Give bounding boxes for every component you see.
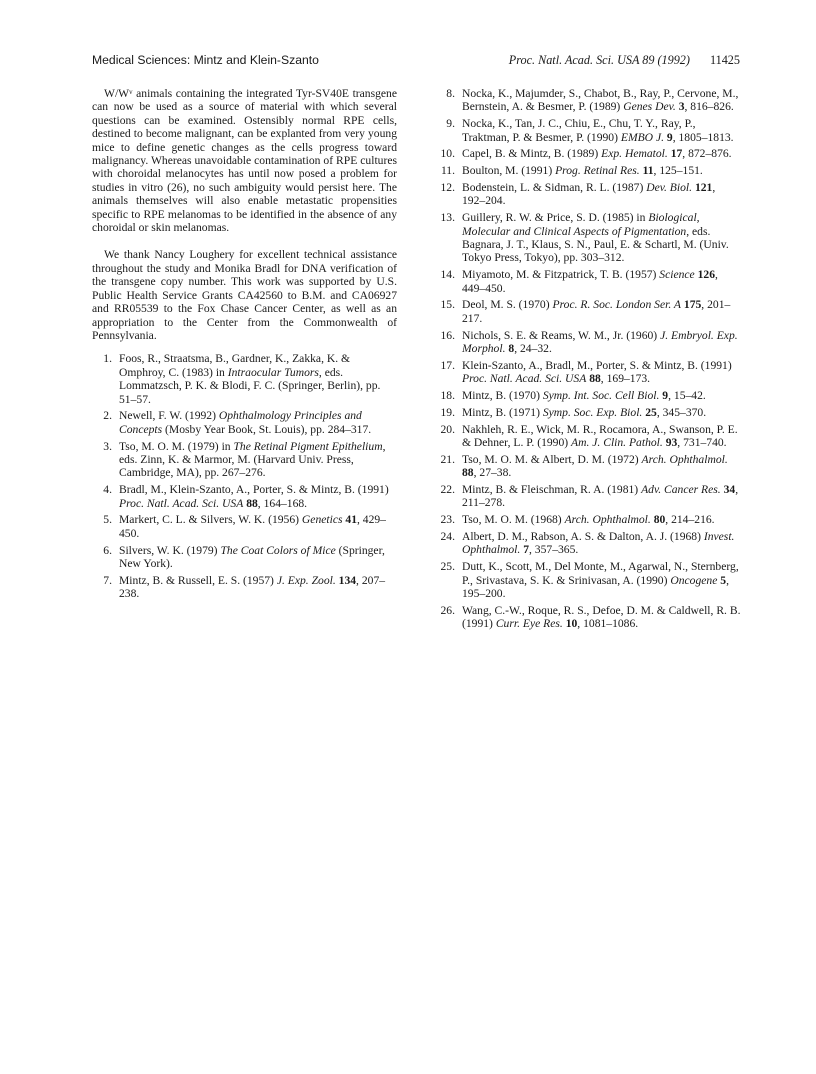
reference-item — [435, 147, 741, 160]
reference-pages: , 125–151. — [653, 164, 703, 178]
reference-number: 16. — [440, 328, 455, 342]
reference-journal: The Retinal Pigment Epithelium — [233, 439, 383, 453]
reference-item — [435, 604, 741, 631]
reference-journal: Genetics — [301, 513, 343, 527]
reference-authors: Klein-Szanto, A., Bradl, M., Porter, S. & Mintz, B. (1991) — [462, 358, 732, 372]
reference-pages: , 15–42. — [668, 389, 706, 403]
reference-volume: 88 — [246, 496, 258, 510]
reference-authors: Albert, D. M., Rabson, A. S. & Dalton, A. J. (1968) — [462, 530, 704, 544]
reference-journal: Arch. Ophthalmol. — [564, 513, 651, 527]
reference-authors: Mintz, B. & Fleischman, R. A. (1981) — [462, 483, 642, 497]
reference-authors: Bradl, M., Klein-Szanto, A., Porter, S. & Mintz, B. (1991) — [119, 483, 389, 497]
reference-volume: 88 — [462, 466, 474, 480]
reference-journal: The Coat Colors of Mice — [220, 543, 336, 557]
reference-number: 9. — [446, 117, 455, 131]
reference-authors: Tso, M. O. M. (1979) in — [119, 439, 234, 453]
reference-authors: Mintz, B. (1970) — [462, 389, 543, 403]
reference-pages: , 345–370. — [656, 405, 707, 419]
reference-journal: Proc. Natl. Acad. Sci. USA — [462, 372, 587, 386]
reference-journal: Dev. Biol. — [646, 181, 693, 194]
reference-journal: Exp. Hematol. — [601, 147, 668, 161]
reference-authors: Guillery, R. W. & Price, S. D. (1985) in — [462, 211, 649, 225]
reference-item — [435, 560, 741, 600]
reference-journal: Adv. Cancer Res. — [641, 483, 721, 497]
reference-number: 24. — [440, 530, 455, 544]
reference-item — [435, 359, 741, 386]
reference-volume: 93 — [665, 436, 678, 450]
running-header — [92, 52, 740, 68]
reference-item — [435, 268, 741, 295]
reference-journal: Prog. Retinal Res. — [555, 164, 640, 178]
reference-item — [435, 329, 741, 356]
reference-authors: Mintz, B. (1971) — [462, 405, 543, 419]
reference-number: 3. — [103, 439, 112, 453]
reference-number: 12. — [440, 181, 455, 194]
reference-journal: Proc. R. Soc. London Ser. A — [552, 298, 681, 312]
reference-pages: (Mosby Year Book, St. Louis), pp. 284–317. — [162, 422, 372, 436]
reference-volume: 5 — [720, 573, 727, 587]
reference-number: 13. — [440, 211, 455, 225]
reference-number: 4. — [103, 483, 112, 497]
reference-item — [435, 164, 741, 177]
reference-pages: , 169–173. — [600, 372, 651, 386]
reference-volume: 175 — [683, 298, 702, 312]
reference-number: 21. — [440, 452, 455, 466]
reference-authors: Deol, M. S. (1970) — [462, 298, 553, 312]
reference-item — [92, 544, 397, 571]
reference-pages: (Springer, New York). — [119, 543, 385, 570]
reference-authors: Nocka, K., Tan, J. C., Chiu, E., Chu, T. Y., Ray, P., Traktman, P. & Besmer, P. (1990) — [462, 117, 696, 144]
reference-pages: , 731–740. — [677, 436, 727, 450]
reference-journal: Genes Dev. — [623, 100, 676, 114]
reference-pages: , 872–876. — [682, 147, 732, 161]
reference-authors: Dutt, K., Scott, M., Del Monte, M., Agarwal, N., Sternberg, P., Srivastava, S. K. & Srinivasan, A. (1990) — [462, 560, 739, 587]
reference-item — [435, 483, 741, 510]
acknowledgment-paragraph: We thank Nancy Loughery for excellent technical assistance throughout the study and Monika Bradl for DNA verification of the transgene copy number. This work was supported by U.S. Public Health Service Grants CA42560 to B.M. and CA06927 and RR05539 to the Fox Chase Cancer Center, as well as an appropriation to the Center from the Commonwealth of Pennsylvania. — [92, 248, 397, 342]
reference-volume: 25 — [645, 405, 657, 419]
reference-number: 18. — [440, 389, 455, 403]
header-section-authors: Medical Sciences: Mintz and Klein-Szanto — [92, 53, 319, 67]
reference-volume: 126 — [697, 268, 715, 282]
reference-item — [92, 574, 397, 601]
reference-authors: Bodenstein, L. & Sidman, R. L. (1987) — [462, 181, 647, 194]
reference-pages: , 816–826. — [684, 100, 734, 114]
reference-authors: Capel, B. & Mintz, B. (1989) — [462, 147, 602, 161]
reference-number: 25. — [440, 560, 455, 574]
reference-authors: Silvers, W. K. (1979) — [119, 543, 221, 557]
reference-pages: , eds. Lommatzsch, P. K. & Blodi, F. C. (Springer, Berlin), pp. 51–57. — [119, 365, 381, 406]
header-journal-info — [509, 52, 740, 68]
reference-journal: Arch. Ophthalmol. — [641, 452, 728, 466]
reference-volume: 10 — [565, 617, 578, 631]
reference-volume: 3 — [678, 100, 685, 114]
reference-volume: 34 — [723, 483, 736, 497]
header-journal: Proc. Natl. Acad. Sci. USA 89 (1992) — [508, 53, 690, 67]
reference-item — [435, 87, 741, 114]
reference-number: 20. — [440, 422, 455, 436]
reference-volume: 121 — [694, 181, 713, 194]
reference-journal: Science — [659, 268, 695, 282]
reference-number: 6. — [103, 543, 112, 557]
right-column — [435, 87, 741, 634]
page-number: 11425 — [709, 53, 740, 67]
reference-pages: , 24–32. — [514, 342, 552, 356]
reference-volume: 9 — [662, 389, 669, 403]
reference-authors: Newell, F. W. (1992) — [119, 409, 219, 423]
reference-item — [435, 530, 741, 557]
reference-authors: Wang, C.-W., Roque, R. S., Defoe, D. M. & Caldwell, R. B. (1991) — [462, 603, 741, 631]
reference-journal: Invest. Ophthalmol. — [462, 530, 735, 557]
reference-item — [92, 409, 397, 436]
reference-journal: Symp. Int. Soc. Cell Biol. — [542, 389, 660, 403]
reference-journal: Ophthalmology Principles and Concepts — [119, 409, 362, 436]
reference-authors: Boulton, M. (1991) — [462, 164, 556, 178]
reference-number: 23. — [440, 513, 455, 527]
reference-volume: 8 — [508, 342, 515, 356]
reference-number: 5. — [103, 513, 112, 527]
reference-pages: , eds. Zinn, K. & Marmor, M. (Harvard Univ. Press, Cambridge, MA), pp. 267–276. — [119, 439, 386, 480]
reference-journal: J. Embryol. Exp. Morphol. — [462, 328, 738, 356]
reference-item — [92, 352, 397, 406]
reference-item — [92, 440, 397, 480]
reference-authors: Nakhleh, R. E., Wick, M. R., Rocamora, A., Swanson, P. E. & Dehner, L. P. (1990) — [462, 422, 738, 450]
reference-item — [435, 389, 741, 402]
reference-item — [435, 513, 741, 526]
reference-pages: , 1805–1813. — [672, 130, 734, 144]
reference-authors: Foos, R., Straatsma, B., Gardner, K., Zakka, K. & Omphroy, C. (1983) in — [119, 352, 351, 379]
reference-item — [435, 211, 741, 265]
reference-authors: Miyamoto, M. & Fitzpatrick, T. B. (1957) — [462, 268, 660, 282]
reference-list-right — [435, 87, 741, 631]
reference-pages: , 357–365. — [529, 543, 579, 557]
reference-journal: Symp. Soc. Exp. Biol. — [542, 405, 643, 419]
reference-pages: , 164–168. — [257, 496, 308, 510]
reference-volume: 80 — [653, 513, 666, 527]
reference-pages: , 27–38. — [473, 466, 512, 480]
reference-authors: Markert, C. L. & Silvers, W. K. (1956) — [119, 513, 302, 527]
reference-authors: Nocka, K., Majumder, S., Chabot, B., Ray, P., Cervone, M., Bernstein, A. & Besmer, P. (1989) — [462, 87, 739, 114]
reference-volume: 88 — [589, 372, 601, 386]
reference-number: 14. — [440, 268, 455, 282]
reference-item — [435, 298, 741, 325]
reference-journal: Oncogene — [670, 573, 718, 587]
reference-number: 26. — [440, 603, 455, 617]
reference-number: 11. — [440, 164, 455, 178]
reference-authors: Mintz, B. & Russell, E. S. (1957) — [119, 573, 277, 587]
reference-number: 2. — [103, 409, 112, 423]
reference-volume: 7 — [523, 543, 529, 557]
reference-item — [435, 406, 741, 419]
reference-pages: , 429–450. — [119, 513, 386, 540]
reference-volume: 9 — [666, 130, 673, 144]
reference-journal: Intraocular Tumors — [227, 365, 319, 379]
reference-number: 17. — [440, 358, 455, 372]
reference-journal: Proc. Natl. Acad. Sci. USA — [119, 496, 244, 510]
reference-item — [92, 483, 397, 510]
reference-pages: , 211–278. — [462, 483, 739, 510]
reference-number: 19. — [440, 405, 455, 419]
reference-journal: Biological, Molecular and Clinical Aspects of Pigmentation — [462, 211, 700, 238]
reference-pages: , eds. Bagnara, J. T., Klaus, S. N., Paul, E. & Schartl, M. (Univ. Tokyo Press, Tokyo), pp. 303–312. — [462, 224, 729, 265]
left-column — [92, 87, 397, 604]
reference-number: 8. — [446, 87, 455, 100]
reference-pages: , 207–238. — [119, 573, 386, 601]
reference-number: 7. — [103, 573, 112, 587]
reference-item — [435, 453, 741, 480]
reference-volume: 11 — [642, 164, 654, 178]
reference-number: 10. — [440, 147, 455, 161]
reference-authors: Tso, M. O. M. & Albert, D. M. (1972) — [462, 452, 642, 466]
reference-list-left — [92, 352, 397, 600]
reference-volume: 41 — [345, 513, 357, 527]
reference-pages: , 449–450. — [462, 268, 718, 295]
reference-number: 22. — [440, 483, 455, 497]
reference-number: 1. — [103, 352, 112, 366]
reference-journal: Curr. Eye Res. — [495, 617, 563, 631]
reference-item — [435, 423, 741, 450]
reference-pages: , 1081–1086. — [577, 617, 639, 631]
intro-paragraph: W/Wᵛ animals containing the integrated Tyr-SV40E transgene can now be used as a source of material with which several questions can be examined. Ostensibly normal RPE cells, destined to become malignant, can be explanted from very young mice to define genetic changes as the cells progress toward malignancy. Whereas unavoidable contamination of RPE cultures with choroidal melanocytes has until now posed a problem for studies in vitro (26), no such ambiguity would persist here. The animals themselves will also enable metastatic propensities specific to RPE melanomas to be identified in the absence of any choroidal or skin melanomas. — [92, 87, 397, 235]
reference-pages: , 201–217. — [462, 298, 731, 325]
reference-pages: , 214–216. — [665, 513, 715, 527]
reference-pages: , 195–200. — [462, 573, 729, 601]
reference-authors: Nichols, S. E. & Reams, W. M., Jr. (1960) — [462, 328, 661, 342]
reference-item — [435, 117, 741, 144]
reference-pages: , 192–204. — [462, 181, 716, 208]
reference-journal: J. Exp. Zool. — [276, 573, 336, 587]
reference-volume: 134 — [338, 573, 357, 587]
reference-authors: Tso, M. O. M. (1968) — [462, 513, 565, 527]
reference-number: 15. — [440, 298, 455, 312]
reference-item — [435, 181, 741, 208]
reference-journal: Am. J. Clin. Pathol. — [571, 436, 663, 450]
reference-volume: 17 — [670, 147, 683, 161]
reference-journal: EMBO J. — [620, 130, 664, 144]
reference-item — [92, 513, 397, 540]
